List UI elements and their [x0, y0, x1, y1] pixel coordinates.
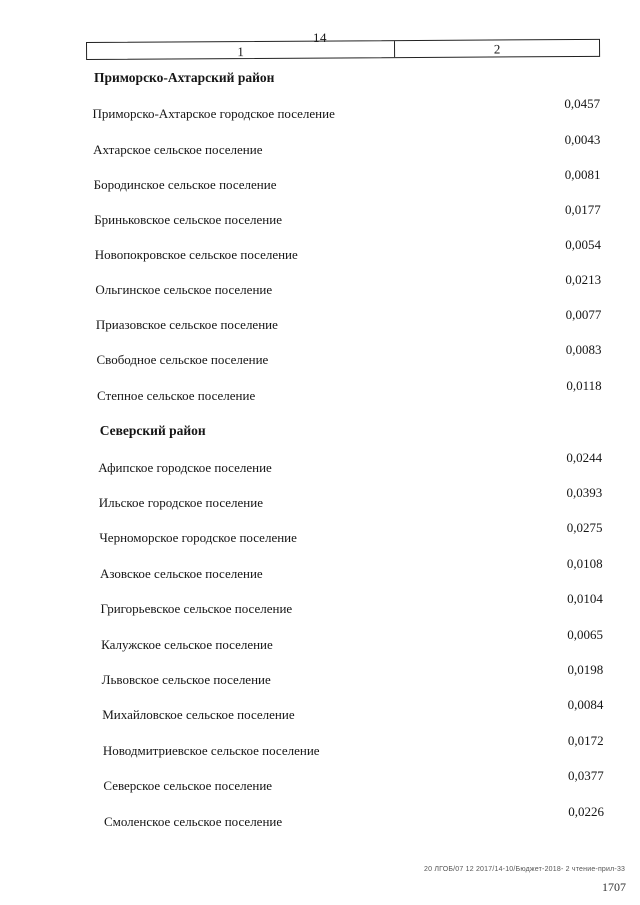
settlement-name: Калужское сельское поселение — [101, 637, 273, 652]
coefficient-value: 0,0457 — [564, 96, 601, 111]
settlement-name: Афипское городское поселение — [98, 460, 272, 475]
coefficient-value: 0,0083 — [565, 342, 602, 357]
coefficient-value: 0,0084 — [567, 697, 604, 712]
coefficient-value: 0,0172 — [567, 733, 604, 748]
coefficient-value: 0,0104 — [567, 591, 603, 606]
coefficient-value: 0,0043 — [564, 132, 601, 147]
settlement-name: Новопокровское сельское поселение — [94, 247, 298, 262]
settlement-name: Северское сельское поселение — [103, 778, 273, 793]
coefficient-value: 0,0377 — [568, 768, 604, 783]
coefficient-value: 0,0118 — [566, 378, 602, 393]
settlement-name: Ахтарское сельское поселение — [93, 142, 263, 157]
coefficient-value: 0,0213 — [565, 272, 602, 287]
column-header-2: 2 — [493, 41, 501, 57]
section-row — [0, 423, 640, 447]
table-row — [0, 167, 640, 195]
settlement-name: Приморско-Ахтарское городское поселение — [92, 106, 335, 121]
coefficient-value: 0,0077 — [565, 307, 602, 322]
coefficient-value: 0,0226 — [568, 804, 604, 819]
coefficient-value: 0,0054 — [565, 237, 601, 252]
settlement-name: Свободное сельское поселение — [96, 352, 269, 367]
coefficient-value: 0,0081 — [564, 167, 601, 182]
coefficient-value: 0,0393 — [566, 485, 603, 500]
settlement-name: Ольгинское сельское поселение — [95, 282, 273, 297]
table-row — [0, 733, 640, 761]
table-row — [0, 96, 640, 124]
table-row — [0, 378, 640, 406]
coefficient-value: 0,0275 — [566, 520, 603, 535]
table-row — [0, 485, 640, 513]
coefficient-value: 0,0065 — [567, 627, 604, 642]
coefficient-value: 0,0108 — [566, 556, 603, 571]
coefficient-value: 0,0244 — [566, 450, 603, 465]
settlement-name: Григорьевское сельское поселение — [100, 601, 293, 616]
table-row — [0, 307, 640, 335]
settlement-name: Львовское сельское поселение — [101, 672, 271, 687]
settlement-name: Черноморское городское поселение — [99, 530, 297, 545]
table-row — [0, 804, 640, 832]
page-number: 14 — [313, 30, 327, 45]
section-title: Северский район — [99, 423, 206, 438]
table-row — [0, 556, 640, 584]
settlement-name: Михайловское сельское поселение — [102, 707, 295, 722]
table-row — [0, 697, 640, 725]
table-row — [0, 520, 640, 548]
settlement-name: Бриньковское сельское поселение — [94, 212, 282, 227]
section-title: Приморско-Ахтарский район — [94, 70, 275, 85]
settlement-name: Бородинское сельское поселение — [93, 177, 277, 192]
footer-page-number: 1707 — [602, 880, 626, 894]
table-row — [0, 627, 640, 655]
coefficient-value: 0,0198 — [567, 662, 604, 677]
table-row — [0, 768, 640, 796]
table-row — [0, 450, 640, 478]
section-row — [0, 70, 640, 94]
table-row — [0, 272, 640, 300]
settlement-name: Азовское сельское поселение — [99, 566, 263, 581]
table-row — [0, 591, 640, 619]
column-header-1: 1 — [87, 41, 395, 59]
table-row — [0, 342, 640, 370]
settlement-name: Смоленское сельское поселение — [103, 814, 283, 829]
table-row — [0, 662, 640, 690]
footer-document-code: 20 ЛГОБ/07 12 2017/14-10/Бюджет-2018- 2 чтение-прил-33 — [424, 866, 626, 873]
coefficient-value: 0,0177 — [565, 202, 601, 217]
settlement-name: Степное сельское поселение — [97, 388, 256, 403]
settlement-name: Приазовское сельское поселение — [95, 317, 278, 332]
table-row — [0, 202, 640, 230]
settlement-name: Ильское городское поселение — [98, 495, 263, 510]
table-row — [0, 237, 640, 265]
settlement-name: Новодмитриевское сельское поселение — [102, 743, 320, 758]
table-row — [0, 132, 640, 160]
